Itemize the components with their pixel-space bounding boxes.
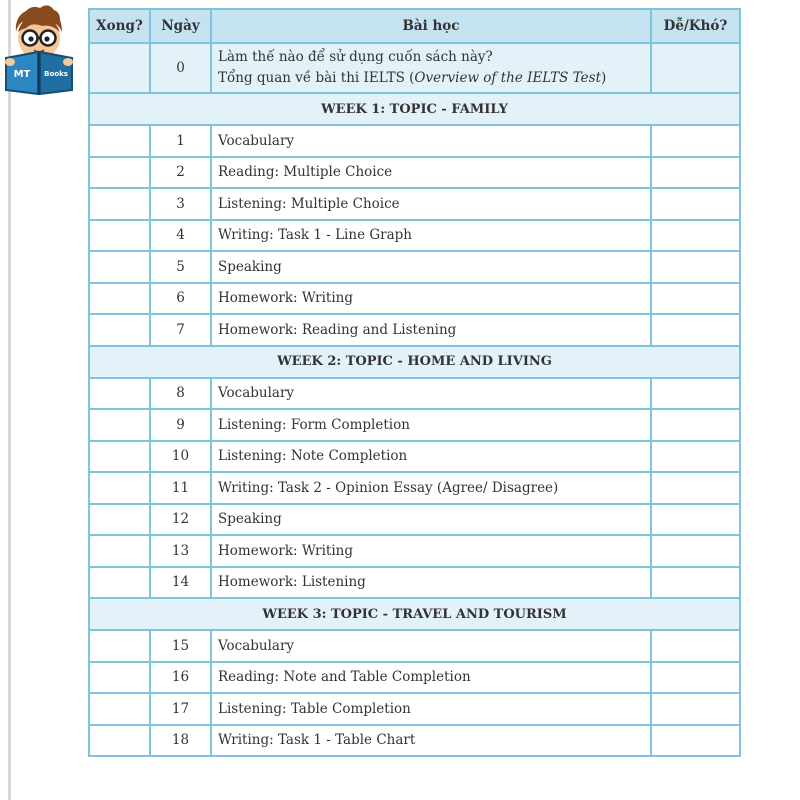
lesson-cell: Homework: Reading and Listening [211,314,651,346]
difficulty-cell[interactable] [651,314,740,346]
week-title: WEEK 3: TOPIC - TRAVEL AND TOURISM [89,598,740,630]
done-cell[interactable] [89,472,150,504]
lesson-cell: Homework: Listening [211,567,651,599]
done-cell[interactable] [89,567,150,599]
lesson-cell: Vocabulary [211,378,651,410]
difficulty-cell[interactable] [651,693,740,725]
difficulty-cell[interactable] [651,662,740,694]
done-cell[interactable] [89,157,150,189]
intro-line1: Làm thế nào để sử dụng cuốn sách này? [218,49,493,65]
table-row [89,283,740,315]
table-row [89,630,740,662]
day-cell: 10 [150,441,211,473]
table-row [89,251,740,283]
done-cell[interactable] [89,662,150,694]
lesson-cell: Listening: Form Completion [211,409,651,441]
table-row [89,693,740,725]
done-cell[interactable] [89,314,150,346]
table-row [89,378,740,410]
done-cell [89,43,150,93]
lesson-cell: Writing: Task 2 - Opinion Essay (Agree/ Disagree) [211,472,651,504]
table-row [89,220,740,252]
lesson-cell: Speaking [211,504,651,536]
done-cell[interactable] [89,283,150,315]
table-row [89,409,740,441]
difficulty-cell [651,43,740,93]
table-row [89,725,740,757]
lesson-cell: Reading: Multiple Choice [211,157,651,189]
difficulty-cell[interactable] [651,251,740,283]
day-cell: 3 [150,188,211,220]
difficulty-cell[interactable] [651,567,740,599]
lesson-cell: Homework: Writing [211,283,651,315]
table-row [89,188,740,220]
difficulty-cell[interactable] [651,220,740,252]
week-band-row [89,346,740,378]
day-cell: 12 [150,504,211,536]
done-cell[interactable] [89,188,150,220]
difficulty-cell[interactable] [651,535,740,567]
day-cell: 9 [150,409,211,441]
difficulty-cell[interactable] [651,188,740,220]
intro-line2-prefix: Tổng quan về bài thi IELTS ( [218,70,415,86]
day-cell: 14 [150,567,211,599]
week-band-row [89,93,740,125]
header-difficulty: Dễ/Khó? [651,9,740,43]
header-day: Ngày [150,9,211,43]
intro-line2-suffix: ) [601,70,607,86]
difficulty-cell[interactable] [651,504,740,536]
day-cell: 11 [150,472,211,504]
intro-row [89,43,740,93]
table-row [89,504,740,536]
logo-left-text: MT [13,69,31,80]
day-cell: 6 [150,283,211,315]
week-title: WEEK 1: TOPIC - FAMILY [89,93,740,125]
lesson-cell: Listening: Table Completion [211,693,651,725]
lesson-cell: Listening: Multiple Choice [211,188,651,220]
table-row [89,157,740,189]
lesson-cell: Speaking [211,251,651,283]
day-cell: 2 [150,157,211,189]
day-cell: 16 [150,662,211,694]
table-row [89,535,740,567]
day-cell: 7 [150,314,211,346]
logo-right-text: Books [44,70,68,78]
difficulty-cell[interactable] [651,725,740,757]
lesson-cell: Writing: Task 1 - Line Graph [211,220,651,252]
intro-line2-italic: Overview of the IELTS Test [414,70,602,86]
done-cell[interactable] [89,125,150,157]
lesson-cell: Listening: Note Completion [211,441,651,473]
day-cell: 4 [150,220,211,252]
lesson-cell: Reading: Note and Table Completion [211,662,651,694]
difficulty-cell[interactable] [651,378,740,410]
mt-books-logo [2,2,76,96]
table-row [89,441,740,473]
difficulty-cell[interactable] [651,409,740,441]
difficulty-cell[interactable] [651,283,740,315]
difficulty-cell[interactable] [651,472,740,504]
lesson-cell: Homework: Writing [211,535,651,567]
page-left-rule [8,0,11,800]
lesson-cell: Writing: Task 1 - Table Chart [211,725,651,757]
day-cell: 15 [150,630,211,662]
table-row [89,567,740,599]
done-cell[interactable] [89,725,150,757]
table-row [89,662,740,694]
done-cell[interactable] [89,441,150,473]
table-row [89,472,740,504]
done-cell[interactable] [89,630,150,662]
header-lesson: Bài học [211,9,651,43]
study-plan-table [88,8,741,757]
week-title: WEEK 2: TOPIC - HOME AND LIVING [89,346,740,378]
day-cell: 0 [150,43,211,93]
lesson-cell [211,43,651,93]
difficulty-cell[interactable] [651,630,740,662]
header-row [89,9,740,43]
difficulty-cell[interactable] [651,441,740,473]
done-cell[interactable] [89,535,150,567]
difficulty-cell[interactable] [651,157,740,189]
table-row [89,314,740,346]
done-cell[interactable] [89,409,150,441]
lesson-cell: Vocabulary [211,630,651,662]
day-cell: 13 [150,535,211,567]
lesson-cell: Vocabulary [211,125,651,157]
done-cell[interactable] [89,220,150,252]
day-cell: 1 [150,125,211,157]
header-done: Xong? [89,9,150,43]
week-band-row [89,598,740,630]
done-cell[interactable] [89,251,150,283]
difficulty-cell[interactable] [651,125,740,157]
day-cell: 5 [150,251,211,283]
done-cell[interactable] [89,378,150,410]
done-cell[interactable] [89,504,150,536]
day-cell: 18 [150,725,211,757]
intro-line2 [218,68,644,89]
table-row [89,125,740,157]
day-cell: 17 [150,693,211,725]
done-cell[interactable] [89,693,150,725]
day-cell: 8 [150,378,211,410]
